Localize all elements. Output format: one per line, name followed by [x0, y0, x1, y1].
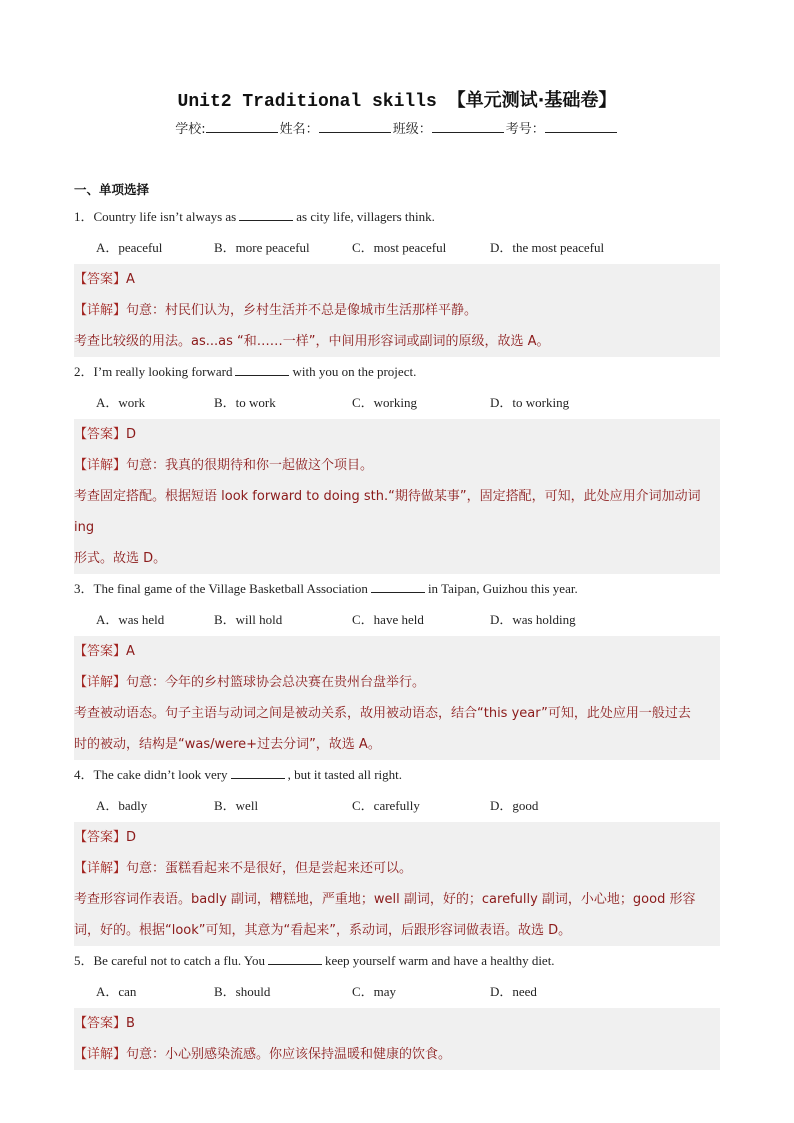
detail-tag: 【详解】 [74, 1047, 127, 1062]
detail-text: 句意：村民们认为，乡村生活并不总是像城市生活那样平静。 [126, 303, 478, 318]
detail-text: 句意：小心别感染流感。你应该保持温暖和健康的饮食。 [126, 1047, 452, 1062]
answer-blank [371, 581, 425, 593]
answer-line [74, 264, 720, 295]
answer-line [74, 822, 720, 853]
explanation-line: 考查形容词作表语。badly 副词，糟糕地，严重地；well 副词，好的；carefully 副词，小心地；good 形容 [74, 892, 696, 907]
answer-block [74, 822, 720, 946]
option-b[interactable]: B．well [214, 798, 259, 813]
option-c[interactable]: C．may [352, 984, 397, 999]
stem-text: as city life, villagers think. [296, 209, 435, 224]
answer-value: A [126, 272, 135, 287]
detail-line [74, 450, 720, 481]
class-label: 班级： [392, 122, 432, 137]
answer-tag: 【答案】 [74, 1016, 127, 1031]
option-a[interactable]: A．was held [96, 612, 165, 627]
stem-text: , but it tasted all right. [287, 767, 403, 782]
option-a[interactable]: A．work [96, 395, 146, 410]
option-b[interactable]: B．should [214, 984, 271, 999]
option-d[interactable]: D．was holding [490, 612, 576, 627]
option-row [74, 976, 720, 1008]
question-stem [74, 760, 720, 790]
explanation-line: 词，好的。根据“look”可知，其意为“看起来”，系动词，后跟形容词做表语。故选 D。 [74, 923, 572, 938]
question-stem [74, 574, 720, 604]
explanation-line: 考查固定搭配。根据短语 look forward to doing sth.“期待做某事”，固定搭配，可知，此处应用介词加动词 ing [74, 489, 701, 535]
option-c[interactable]: C．carefully [352, 798, 420, 813]
option-b[interactable]: B．more peaceful [214, 240, 310, 255]
explanation-line: 考查比较级的用法。as...as “和……一样”，中间用形容词或副词的原级，故选 A。 [74, 334, 550, 349]
option-b[interactable]: B．will hold [214, 612, 283, 627]
name-label: 姓名： [279, 122, 319, 137]
exam-number-blank[interactable] [545, 120, 617, 133]
answer-value: D [126, 830, 137, 845]
option-d[interactable]: D．need [490, 984, 537, 999]
answer-blank [235, 364, 289, 376]
class-blank[interactable] [432, 120, 504, 133]
answer-value: D [126, 427, 137, 442]
answer-line [74, 419, 720, 450]
stem-text: in Taipan, Guizhou this year. [427, 581, 578, 596]
answer-tag: 【答案】 [74, 272, 127, 287]
option-d[interactable]: D．good [490, 798, 539, 813]
title-chinese: 【单元测试·基础卷】 [447, 90, 617, 111]
option-a[interactable]: A．badly [96, 798, 148, 813]
answer-blank [239, 209, 293, 221]
answer-tag: 【答案】 [74, 644, 127, 659]
stem-text: keep yourself warm and have a healthy diet. [324, 953, 555, 968]
option-a[interactable]: A．can [96, 984, 137, 999]
option-b[interactable]: B．to work [214, 395, 276, 410]
option-row [74, 604, 720, 636]
detail-tag: 【详解】 [74, 458, 127, 473]
answer-value: B [126, 1016, 135, 1031]
answer-block [74, 419, 720, 574]
stem-text: 2．I’m really looking forward [74, 364, 233, 379]
school-blank[interactable] [206, 120, 278, 133]
question-stem [74, 202, 720, 232]
stem-text: with you on the project. [292, 364, 417, 379]
answer-block [74, 264, 720, 357]
detail-line [74, 295, 720, 326]
option-row [74, 232, 720, 264]
option-row [74, 790, 720, 822]
detail-line [74, 667, 720, 698]
detail-line [74, 853, 720, 884]
section-title: 一、单项选择 [74, 182, 150, 197]
answer-tag: 【答案】 [74, 830, 127, 845]
answer-block [74, 1008, 720, 1070]
option-d[interactable]: D．to working [490, 395, 570, 410]
option-c[interactable]: C．working [352, 395, 418, 410]
explanation-line: 形式。故选 D。 [74, 551, 167, 566]
answer-blank [231, 767, 285, 779]
answer-line [74, 1008, 720, 1039]
option-d[interactable]: D．the most peaceful [490, 240, 605, 255]
detail-text: 句意：我真的很期待和你一起做这个项目。 [126, 458, 374, 473]
stem-text: 1．Country life isn’t always as [74, 209, 237, 224]
answer-block [74, 636, 720, 760]
school-label: 学校: [175, 122, 206, 137]
stem-text: 5．Be careful not to catch a flu. You [74, 953, 265, 968]
question-list [74, 178, 720, 1070]
option-row [74, 387, 720, 419]
detail-tag: 【详解】 [74, 303, 127, 318]
question-stem [74, 357, 720, 387]
page-title [0, 86, 794, 112]
title-english: Unit2 Traditional skills [177, 92, 448, 112]
detail-line [74, 1039, 720, 1070]
option-a[interactable]: A．peaceful [96, 240, 163, 255]
detail-text: 句意：蛋糕看起来不是很好，但是尝起来还可以。 [126, 861, 413, 876]
explanation-line: 考查被动语态。句子主语与动词之间是被动关系，故用被动语态，结合“this year”可知，此处应用一般过去 [74, 706, 691, 721]
question-stem [74, 946, 720, 976]
detail-tag: 【详解】 [74, 861, 127, 876]
option-c[interactable]: C．most peaceful [352, 240, 447, 255]
answer-value: A [126, 644, 135, 659]
detail-tag: 【详解】 [74, 675, 127, 690]
answer-blank [268, 953, 322, 965]
option-c[interactable]: C．have held [352, 612, 424, 627]
student-info-line [0, 118, 794, 137]
stem-text: 3．The final game of the Village Basketball Association [74, 581, 368, 596]
name-blank[interactable] [319, 120, 391, 133]
exam-number-label: 考号： [505, 122, 545, 137]
explanation-line: 时的被动，结构是“was/were+过去分词”，故选 A。 [74, 737, 381, 752]
answer-line [74, 636, 720, 667]
detail-text: 句意：今年的乡村篮球协会总决赛在贵州台盘举行。 [126, 675, 426, 690]
stem-text: 4．The cake didn’t look very [74, 767, 228, 782]
answer-tag: 【答案】 [74, 427, 127, 442]
